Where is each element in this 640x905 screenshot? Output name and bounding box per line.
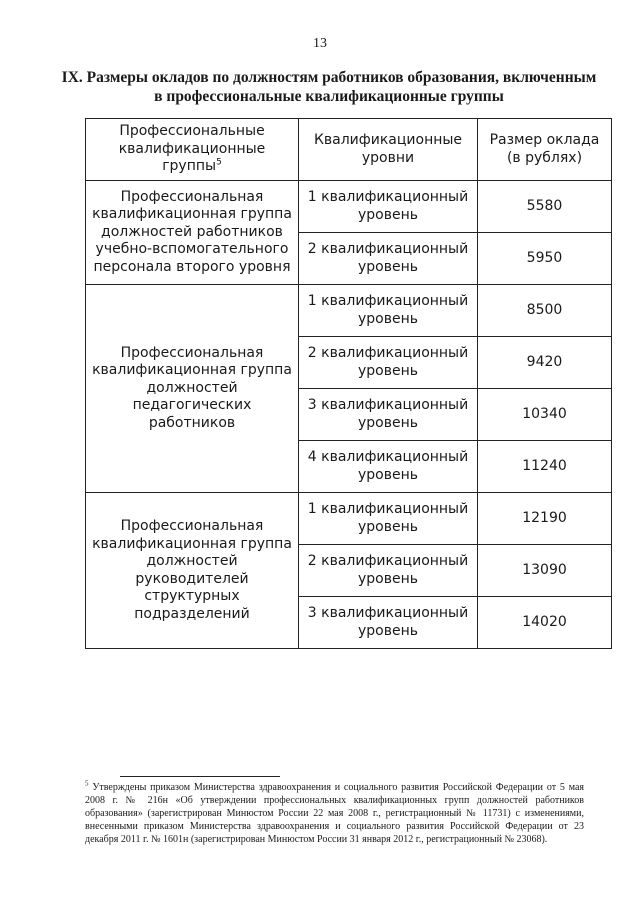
footnote-divider	[120, 776, 280, 777]
salary-cell: 5580	[478, 181, 612, 233]
group-name-cell: Профессиональная квалификационная группа должностей педагогических работников	[86, 285, 299, 493]
level-cell: 2 квалификационный уровень	[299, 337, 478, 389]
footnote	[85, 781, 584, 846]
level-cell: 2 квалификационный уровень	[299, 545, 478, 597]
level-cell: 3 квалификационный уровень	[299, 597, 478, 649]
salary-cell: 14020	[478, 597, 612, 649]
level-cell: 1 квалификационный уровень	[299, 181, 478, 233]
salary-cell: 8500	[478, 285, 612, 337]
footnote-mark: 5	[85, 779, 89, 788]
level-cell: 3 квалификационный уровень	[299, 389, 478, 441]
group-name-cell: Профессиональная квалификационная группа должностей работников учебно-вспомогательного персонала второго уровня	[86, 181, 299, 285]
salary-cell: 5950	[478, 233, 612, 285]
salary-cell: 9420	[478, 337, 612, 389]
header-salary: Размер оклада (в рублях)	[478, 119, 612, 181]
page-number: 13	[313, 36, 327, 51]
footnote-text: Утверждены приказом Министерства здравоохранения и социального развития Российской Федерации от 5 мая 2008 г. № 216н «Об утверждении профессиональных квалификационных групп должностей работников образования» (зарегистрирован Минюстом России 22 мая 2008 г., регистрационный № 11731) с изменениями, внесенными приказом Министерства здравоохранения и социального развития Российской Федерации от 23 декабря 2011 г. № 1601н (зарегистрирован Минюстом России 31 января 2012 г., регистрационный № 23068).	[85, 782, 584, 845]
section-title: IX. Размеры окладов по должностям работников образования, включенным в профессиональные квалификационные группы	[61, 69, 597, 105]
header-group-label: Профессиональные квалификационные группы	[118, 123, 266, 175]
level-cell: 1 квалификационный уровень	[299, 285, 478, 337]
salary-cell: 10340	[478, 389, 612, 441]
group-name-cell: Профессиональная квалификационная группа должностей руководителей структурных подразделений	[86, 493, 299, 649]
salary-cell: 12190	[478, 493, 612, 545]
level-cell: 1 квалификационный уровень	[299, 493, 478, 545]
salary-cell: 11240	[478, 441, 612, 493]
table-row	[86, 493, 612, 545]
table-row	[86, 181, 612, 233]
header-group	[86, 119, 299, 181]
salary-cell: 13090	[478, 545, 612, 597]
salary-table	[85, 118, 612, 649]
header-level: Квалификационные уровни	[299, 119, 478, 181]
footnote-reference: 5	[216, 157, 222, 168]
level-cell: 4 квалификационный уровень	[299, 441, 478, 493]
table-row	[86, 285, 612, 337]
table-header-row	[86, 119, 612, 181]
level-cell: 2 квалификационный уровень	[299, 233, 478, 285]
